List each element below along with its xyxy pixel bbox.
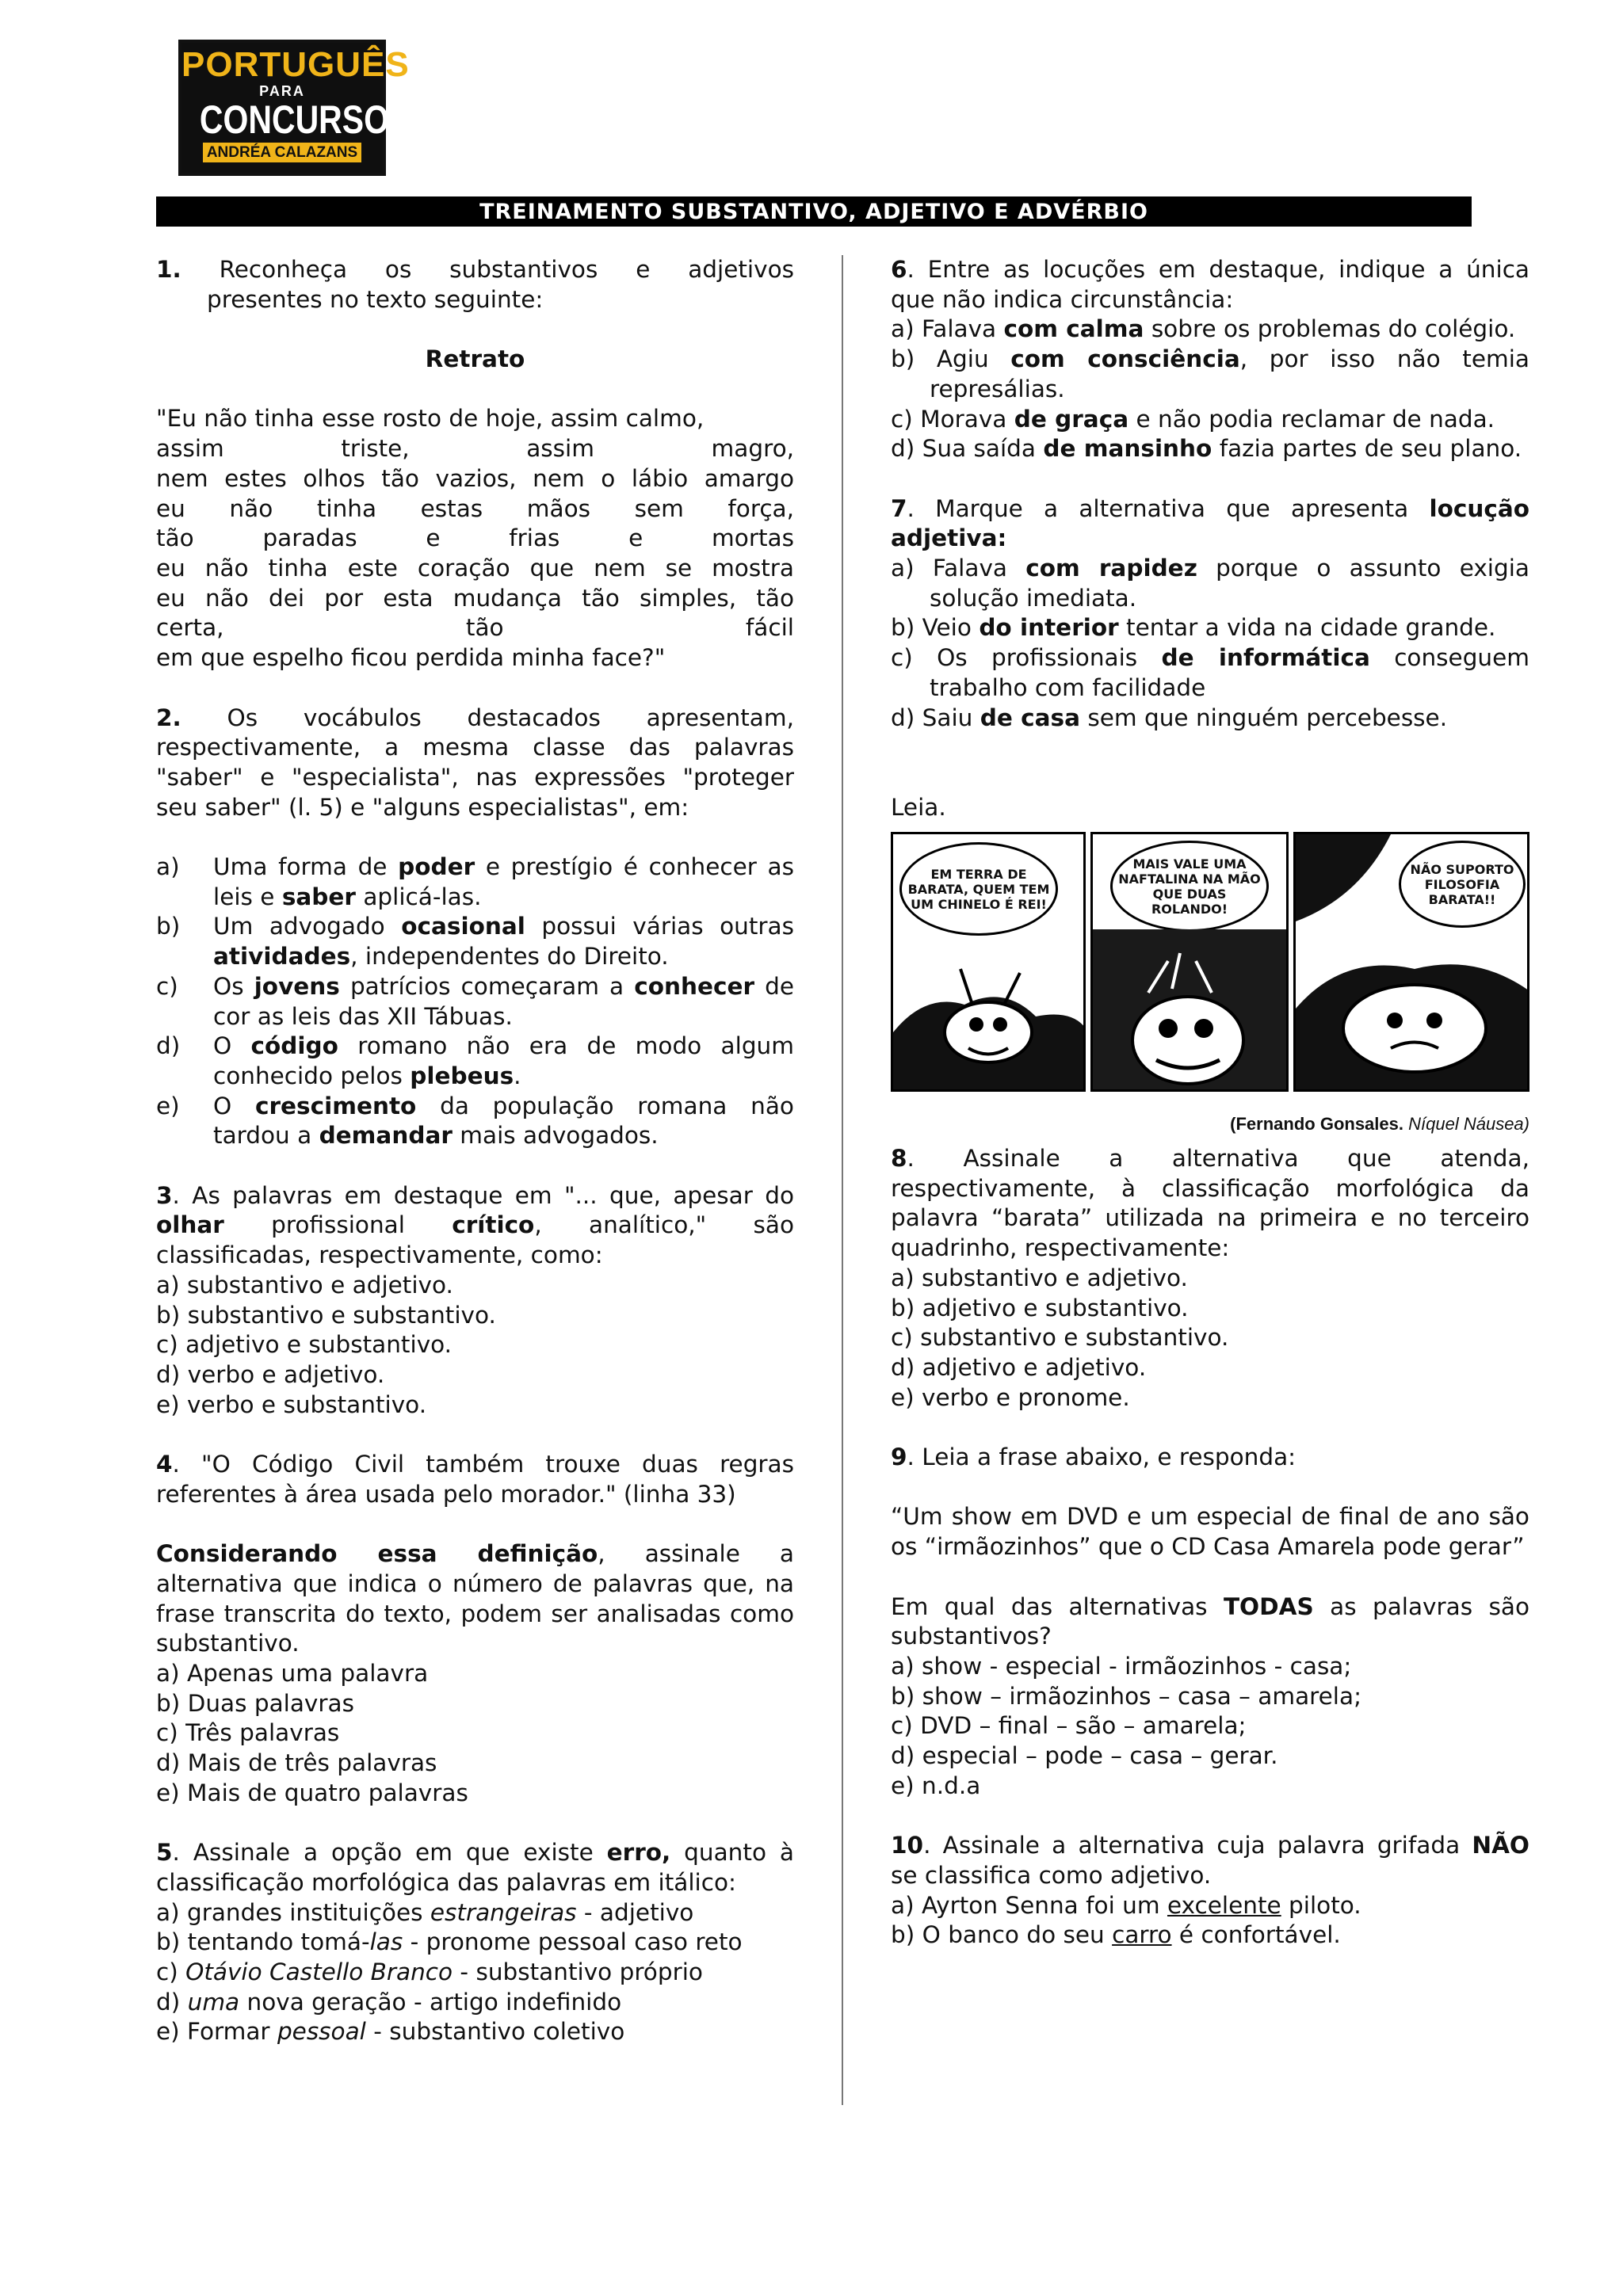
poem-title: Retrato xyxy=(425,345,525,373)
option-d: d) uma nova geração - artigo indefinido xyxy=(156,1988,622,2016)
option-b: b) Um advogado ocasional possui várias outras atividades, independentes do Direito. xyxy=(156,913,794,971)
question-number: 8 xyxy=(891,1145,907,1173)
option-d: d) Mais de três palavras xyxy=(156,1749,437,1777)
poem-line: certa, tão fácil xyxy=(156,614,794,642)
leia-label: Leia. xyxy=(891,793,946,821)
left-column xyxy=(156,255,794,2047)
poem-line: eu não tinha estas mãos sem força, xyxy=(156,494,794,522)
option-a: a) Apenas uma palavra xyxy=(156,1659,429,1687)
option-a: a) Falava com calma sobre os problemas do colégio. xyxy=(891,315,1516,343)
speech-bubble: EM TERRA DE BARATA, QUEM TEM UM CHINELO É REI! xyxy=(899,842,1058,936)
option-a: a) Falava com rapidez porque o assunto exigia solução imediata. xyxy=(891,555,1529,612)
logo-line-portugues: PORTUGUÊS xyxy=(181,45,410,84)
option-a: a) Uma forma de poder e prestígio é conhecer as leis e saber aplicá-las. xyxy=(156,853,794,910)
question-7: 7. Marque a alternativa que apresenta locução adjetiva: a) Falava com rapidez porque o assunto exigia solução imediata. b) Veio do interior tentar a vida na cidade grande. c) Os profissionais de informática conseguem trabalho com facilidade d) Saiu de casa sem que ninguém percebesse. xyxy=(891,494,1529,734)
poem-line: eu não dei por esta mudança tão simples, tão xyxy=(156,584,794,612)
option-d: d) Saiu de casa sem que ninguém percebesse. xyxy=(891,704,1448,731)
option-b: b) Duas palavras xyxy=(156,1689,354,1717)
question-number: 4 xyxy=(156,1451,173,1478)
question-number: 7 xyxy=(891,494,907,522)
comic-panel-1 xyxy=(891,832,1086,1092)
option-d: d) especial – pode – casa – gerar. xyxy=(891,1742,1278,1770)
option-d: d) O código romano não era de modo algum conhecido pelos plebeus. xyxy=(156,1032,794,1089)
option-c: c) adjetivo e substantivo. xyxy=(156,1331,453,1359)
option-b: b) tentando tomá-las - pronome pessoal caso reto xyxy=(156,1928,743,1956)
option-e: e) verbo e substantivo. xyxy=(156,1390,427,1418)
logo-line-author: ANDRÉA CALAZANS xyxy=(203,143,361,162)
question-number: 1. xyxy=(156,256,181,283)
option-e: e) n.d.a xyxy=(891,1772,981,1799)
option-d: d) Sua saída de mansinho fazia partes de seu plano. xyxy=(891,435,1522,463)
question-number: 10 xyxy=(891,1832,924,1859)
poem-line: nem estes olhos tão vazios, nem o lábio amargo xyxy=(156,464,794,492)
question-2 xyxy=(156,704,794,1152)
cockroach-drawing-icon xyxy=(1296,834,1529,1092)
option-c: c) Três palavras xyxy=(156,1719,340,1747)
option-c: c) Morava de graça e não podia reclamar de nada. xyxy=(891,405,1495,433)
option-b: b) adjetivo e substantivo. xyxy=(891,1294,1189,1322)
question-number: 6 xyxy=(891,256,907,283)
option-d: d) adjetivo e adjetivo. xyxy=(891,1353,1147,1381)
poem-line: eu não tinha este coração que nem se mostra xyxy=(156,555,794,582)
speech-bubble: NÃO SUPORTO FILOSOFIA BARATA!! xyxy=(1399,841,1526,928)
poem-line: "Eu não tinha esse rosto de hoje, assim calmo, xyxy=(156,405,705,433)
comic-strip xyxy=(891,832,1529,1092)
question-number: 2. xyxy=(156,704,181,731)
option-a: a) show - especial - irmãozinhos - casa; xyxy=(891,1652,1352,1680)
comic-panel-2 xyxy=(1090,832,1289,1092)
logo-line-para: PARA xyxy=(259,83,305,99)
question-3: 3. As palavras em destaque em "... que, apesar do olhar profissional crítico, analítico," são classificadas, respectivamente, como: a) substantivo e adjetivo. b) substantivo e substantivo. c) adjetivo e substantivo. d) verbo e adjetivo. e) verbo e substantivo. xyxy=(156,1181,794,1421)
title-banner: TREINAMENTO SUBSTANTIVO, ADJETIVO E ADVÉRBIO xyxy=(156,196,1472,227)
question-8: 8. Assinale a alternativa que atenda, respectivamente, à classificação morfológica da palavra “barata” utilizada na primeira e no terceiro quadrinho, respectivamente: a) substantivo e adjetivo. b) adjetivo e substantivo. c) substantivo e substantivo. d) adjetivo e adjetivo. e) verbo e pronome. xyxy=(891,1144,1529,1413)
option-b: b) substantivo e substantivo. xyxy=(156,1301,496,1329)
question-text: Reconheça os substantivos e adjetivos xyxy=(219,256,794,283)
option-b: b) Veio do interior tentar a vida na cidade grande. xyxy=(891,614,1496,642)
question-1 xyxy=(156,255,794,673)
option-e: e) Formar pessoal - substantivo coletivo xyxy=(156,2018,625,2046)
question-5: 5. Assinale a opção em que existe erro, quanto à classificação morfológica das palavras em itálico: a) grandes instituições estrangeiras - adjetivo b) tentando tomá-las - pronome pessoal caso reto c) Otávio Castello Branco - substantivo próprio d) uma nova geração - artigo indefinido e) Formar pessoal - substantivo coletivo xyxy=(156,1838,794,2047)
question-text: Os vocábulos destacados apresentam, respectivamente, a mesma classe das palavras "saber" e "especialista", nas expressões "proteger seu saber" (l. 5) e "alguns especialistas", em: xyxy=(156,704,794,821)
question-number: 5 xyxy=(156,1839,173,1867)
option-e: e) verbo e pronome. xyxy=(891,1383,1130,1411)
speech-bubble: MAIS VALE UMA NAFTALINA NA MÃO QUE DUAS ROLANDO! xyxy=(1110,841,1269,932)
option-b: b) show – irmãozinhos – casa – amarela; xyxy=(891,1682,1362,1710)
option-e: e) O crescimento da população romana não tardou a demandar mais advogados. xyxy=(156,1092,794,1150)
cockroach-drawing-icon xyxy=(893,834,1086,1092)
option-c: c) DVD – final – são – amarela; xyxy=(891,1712,1247,1740)
question-9: 9. Leia a frase abaixo, e responda: “Um show em DVD e um especial de final de ano são os “irmãozinhos” que o CD Casa Amarela pode gerar” Em qual das alternativas TODAS as palavras são substantivos? a) show - especial - irmãozinhos - casa; b) show – irmãozinhos – casa – amarela; c) DVD – final – são – amarela; d) especial – pode – casa – gerar. e) n.d.a xyxy=(891,1443,1529,1801)
poem-line: em que espelho ficou perdida minha face?" xyxy=(156,644,666,672)
column-divider xyxy=(842,255,843,2105)
question-text-cont: presentes no texto seguinte: xyxy=(207,285,544,313)
character-drawing-icon xyxy=(1093,834,1289,1092)
logo-line-concursos: CONCURSOS xyxy=(199,97,411,142)
option-b: b) Agiu com consciência, por isso não temia represálias. xyxy=(891,345,1529,402)
option-e: e) Mais de quatro palavras xyxy=(156,1779,468,1806)
question-10: 10. Assinale a alternativa cuja palavra grifada NÃO se classifica como adjetivo. a) Ayrton Senna foi um excelente piloto. b) O banco do seu carro é confortável. xyxy=(891,1831,1529,1951)
comic-credit: (Fernando Gonsales. Níquel Náusea) xyxy=(1230,1114,1529,1135)
option-a: a) substantivo e adjetivo. xyxy=(891,1264,1188,1291)
logo xyxy=(178,40,411,176)
question-number: 9 xyxy=(891,1444,907,1471)
option-b: b) O banco do seu carro é confortável. xyxy=(891,1921,1341,1949)
option-c: c) Os jovens patrícios começaram a conhecer de cor as leis das XII Tábuas. xyxy=(156,972,794,1030)
question-number: 3 xyxy=(156,1181,173,1209)
right-column xyxy=(891,255,1529,1951)
option-a: a) grandes instituições estrangeiras - adjetivo xyxy=(156,1898,694,1926)
option-c: c) Otávio Castello Branco - substantivo próprio xyxy=(156,1958,703,1985)
option-c: c) substantivo e substantivo. xyxy=(891,1324,1229,1352)
option-a: a) substantivo e adjetivo. xyxy=(156,1271,453,1299)
option-d: d) verbo e adjetivo. xyxy=(156,1360,385,1388)
option-c: c) Os profissionais de informática conseguem trabalho com facilidade xyxy=(891,644,1529,701)
poem-line: tão paradas e frias e mortas xyxy=(156,524,794,552)
question-4: 4. "O Código Civil também trouxe duas regras referentes à área usada pelo morador." (linha 33) Considerando essa definição, assinale a alternativa que indica o número de palavras que, na frase transcrita do texto, podem ser analisadas como substantivo. a) Apenas uma palavra b) Duas palavras c) Três palavras d) Mais de três palavras e) Mais de quatro palavras xyxy=(156,1450,794,1808)
poem-line: assim triste, assim magro, xyxy=(156,435,794,463)
question-6: 6. Entre as locuções em destaque, indique a única que não indica circunstância: a) Falava com calma sobre os problemas do colégio. b) Agiu com consciência, por isso não temia represálias. c) Morava de graça e não podia reclamar de nada. d) Sua saída de mansinho fazia partes de seu plano. xyxy=(891,255,1529,464)
comic-panel-3 xyxy=(1293,832,1529,1092)
quote: “Um show em DVD e um especial de final de ano são os “irmãozinhos” que o CD Casa Amarela pode gerar” xyxy=(891,1503,1529,1561)
option-a: a) Ayrton Senna foi um excelente piloto. xyxy=(891,1891,1361,1919)
